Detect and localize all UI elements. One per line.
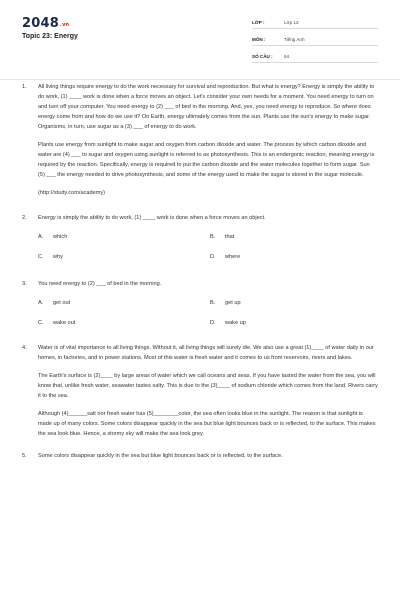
logo-main-text: 2048 (22, 16, 59, 31)
option-letter: C. (38, 254, 44, 260)
question-number: 1. (22, 84, 27, 90)
passage-paragraph: Water is of vital importance to all living things. Without it, all living things will surely die. We also use a great (1)____ of water daily in our homes, in factories, and in power stations. Most of this water is fresh water and it comes to us from reservoirs, rivers and lakes. (38, 345, 374, 361)
answer-option[interactable] (38, 232, 210, 242)
option-letter: B. (210, 234, 216, 240)
option-letter: A. (38, 234, 44, 240)
question-body (38, 82, 378, 198)
option-text: wake out (53, 320, 76, 326)
question-body (38, 343, 378, 439)
answer-option[interactable] (38, 298, 210, 308)
question-block (22, 279, 378, 328)
option-text: where (225, 254, 241, 260)
question-number: 3. (22, 281, 27, 287)
option-text: why (53, 254, 63, 260)
answer-option[interactable] (210, 318, 378, 328)
answer-options (38, 289, 378, 328)
meta-value: 54 (284, 53, 290, 59)
passage-paragraph: Plants use energy from sunlight to make sugar and oxygen from carbon dioxide and water. The process by which carbon dioxide and water are (4) ___ to sugar and oxygen using sunlight is referred to as photosynthesis. This is an endergonic reaction, meaning energy is required by the reaction. Specifically, energy is required to put the carbon dioxide and the water molecules together to form sugar. Sun (5) ___ the energy needed to drive photosynthesis, and some of the energy used to make the sugar is stored in the sugar molecule. (38, 142, 375, 178)
site-logo[interactable] (22, 16, 69, 31)
question-block (22, 213, 378, 262)
meta-row-question-count (252, 50, 378, 63)
option-text: wake up (225, 320, 246, 326)
topic-title: Topic 23: Energy (22, 33, 78, 40)
meta-row-class (252, 16, 378, 29)
option-letter: D. (210, 320, 216, 326)
question-body (38, 451, 378, 461)
meta-label: MÔN : (252, 36, 266, 42)
answer-option[interactable] (38, 318, 210, 328)
option-text: get up (225, 300, 241, 306)
question-number: 2. (22, 215, 27, 221)
passage-paragraph: The Earth's surface is (2)____ by large areas of water which we call oceans and seas. If you have tasted the water from the sea, you will know that, unlike fresh water, seawater tastes salty. This is due to the (3)____ of sodium chloride which comes from the land. Rivers carry it to the sea. (38, 373, 378, 399)
meta-label: LỚP : (252, 19, 265, 25)
option-letter: A. (38, 300, 44, 306)
question-stem: Some colors disappear quickly in the sea but blue light bounces back or is reflected, to the surface. (38, 453, 283, 459)
passage-paragraph: Although (4)______salt nor fresh water has (5)________color, the sea often looks blue in the sunlight. The reason is that sunlight is made up of many colors. Some colors disappear quickly in the sea but blue light bounces back or is reflected, to the surface. This makes the sea look blue. Hence, a stormy sky will make the sea look grey. (38, 411, 376, 437)
answer-option[interactable] (210, 252, 378, 262)
question-stem: Energy is simply the ability to do work, (1) ____ work is done when a force moves an object. (38, 215, 266, 221)
question-stem: You need energy to (2) ___ of bed in the morning. (38, 281, 162, 287)
answer-option[interactable] (38, 252, 210, 262)
meta-value: Tiếng Anh (284, 36, 305, 42)
question-block (22, 343, 378, 439)
option-letter: B. (210, 300, 216, 306)
question-body (38, 213, 378, 262)
meta-value: Lớp 12 (284, 19, 299, 25)
question-list (22, 80, 378, 461)
question-body (38, 279, 378, 328)
meta-label: SỐ CÂU : (252, 53, 273, 59)
passage-paragraph: All living things require energy to do the work necessary for survival and reproduction. But what is energy? Energy is simply the ability to do work, (1) ____ work is done when a force moves an object. Let's consider your own needs for a moment. You need energy to turn on and turn off your computer. You need energy to (2) ___ of bed in the morning. And, yes, you need energy to reproduce. So where does energy come from and how do we use it? On Earth, energy ultimately comes from the sun. Plants use the sun's energy to make sugar. Organisms, in turn, use sugar as a (3) ___ of energy to do work. (38, 84, 375, 130)
option-text: that (225, 234, 235, 240)
option-text: which (53, 234, 68, 240)
answer-option[interactable] (210, 298, 378, 308)
question-block (22, 451, 378, 461)
question-number: 5. (22, 453, 27, 459)
passage-source: (http://study.com/academy) (38, 190, 106, 196)
answer-options (38, 223, 378, 262)
question-number: 4. (22, 345, 27, 351)
option-letter: D. (210, 254, 216, 260)
meta-info (252, 16, 378, 67)
logo-domain-text: .vn (59, 22, 70, 28)
answer-option[interactable] (210, 232, 378, 242)
option-letter: C. (38, 320, 44, 326)
option-text: get out (53, 300, 71, 306)
meta-row-subject (252, 33, 378, 46)
document-header (0, 0, 400, 80)
question-block (22, 82, 378, 198)
